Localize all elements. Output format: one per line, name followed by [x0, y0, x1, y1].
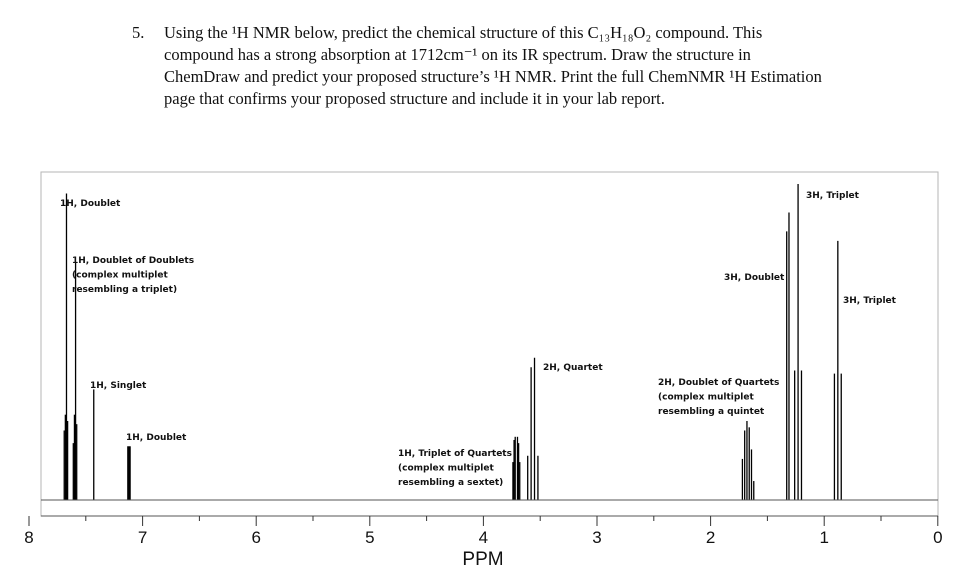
peak-annotation-dq: 2H, Doublet of Quartets (complex multiplet resembling a quintet: [658, 378, 780, 417]
question-text: Using the ¹H NMR below, predict the chemical structure of this C₁₃H₁₈O₂ compound. This compound has a strong absorption at 1712cm⁻¹ on its IR spectrum. Draw the structure in ChemDraw and predict your proposed structure’s ¹H NMR. Print the full ChemNMR ¹H Estimation page that confirms your proposed structure and include it in your lab report.: [164, 23, 822, 108]
peak-annotation-q: 2H, Quartet: [543, 363, 603, 373]
x-tick-label: 8: [24, 528, 34, 547]
peak-dd: [73, 263, 76, 500]
peak-annotation-tq: 1H, Triplet of Quartets (complex multiplet resembling a sextet): [398, 449, 512, 488]
peak-annotation-s: 1H, Singlet: [90, 381, 147, 391]
annotation-layer: [60, 191, 897, 488]
peak-d2: [128, 446, 130, 500]
x-tick-label: 7: [137, 528, 148, 547]
peak-t2: [834, 241, 841, 500]
peak-annotation-t1: 3H, Triplet: [806, 191, 859, 201]
peak-t1: [795, 184, 802, 500]
peak-d3: [787, 212, 789, 500]
peak-annotation-t2: 3H, Triplet: [843, 296, 896, 306]
peak-tq: [513, 437, 520, 500]
peak-annotation-d3: 3H, Doublet: [724, 273, 785, 283]
x-tick-label: 1: [819, 528, 829, 547]
x-axis-title: PPM: [462, 549, 504, 570]
x-tick-label: 6: [251, 528, 261, 547]
peak-dq: [742, 421, 753, 500]
x-tick-label: 4: [478, 528, 489, 547]
peak-annotation-dd: 1H, Doublet of Doublets (complex multiplet resembling a triplet): [72, 256, 195, 295]
x-tick-label: 0: [933, 528, 943, 547]
x-tick-label: 2: [705, 528, 716, 547]
question-number: 5.: [132, 23, 145, 42]
peak-annotation-d2: 1H, Doublet: [126, 433, 187, 443]
peak-annotation-d1: 1H, Doublet: [60, 199, 121, 209]
x-tick-label: 3: [592, 528, 602, 547]
x-tick-label: 5: [365, 528, 375, 547]
x-axis: [24, 516, 942, 547]
peak-q: [528, 358, 538, 500]
peak-d1: [64, 193, 67, 500]
